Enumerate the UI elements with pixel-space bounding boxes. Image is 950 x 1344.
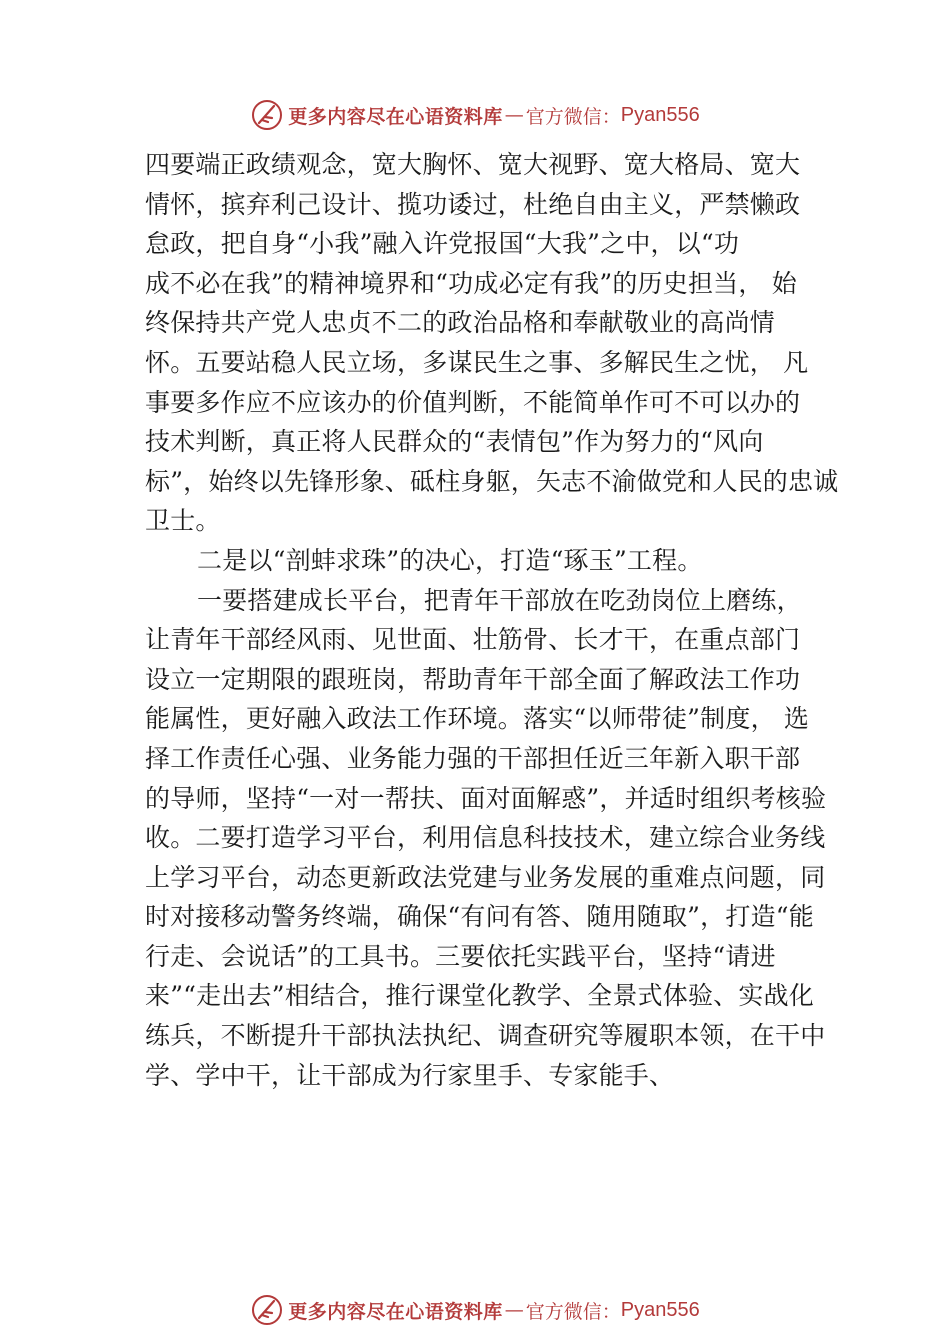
footer-wechat-id: Pyan556	[620, 1298, 700, 1321]
body-line: 上学习平台，动态更新政法党建与业务发展的重难点问题，同	[145, 862, 826, 892]
section-heading: 二是以“剖蚌求珠”的决心，打造“琢玉”工程。	[197, 545, 703, 575]
header-wechat-id: Pyan556	[620, 103, 700, 126]
footer-dash: —	[504, 1299, 524, 1321]
header-wechat-label: 官方微信：	[525, 105, 621, 128]
body-line: 卫士。	[145, 506, 221, 536]
body-line: 怀。五要站稳人民立场，多谋民生之事、多解民生之忧， 凡	[145, 347, 809, 377]
body-line: 技术判断，真正将人民群众的“表情包”作为努力的“风向	[145, 427, 764, 457]
footer-banner	[0, 1290, 950, 1330]
quill-logo-icon	[250, 1293, 284, 1327]
body-line: 择工作责任心强、业务能力强的干部担任近三年新入职干部	[145, 743, 801, 773]
header-dash: —	[504, 104, 524, 126]
body-line: 标”，始终以先锋形象、砥柱身躯，矢志不渝做党和人民的忠诚	[145, 466, 839, 496]
body-line: 怠政，把自身“小我”融入许党报国“大我”之中，以“功	[145, 229, 740, 259]
body-line: 能属性，更好融入政法工作环境。落实“以师带徒”制度， 选	[145, 704, 810, 734]
footer-wechat-label: 官方微信：	[525, 1300, 621, 1323]
body-line: 四要端正政绩观念，宽大胸怀、宽大视野、宽大格局、宽大	[145, 150, 801, 179]
body-line: 时对接移动警务终端，确保“有问有答、随用随取”，打造“能	[145, 902, 814, 932]
header-banner	[0, 95, 950, 135]
body-line: 成不必在我”的精神境界和“功成必定有我”的历史担当， 始	[145, 268, 797, 298]
body-line: 一要搭建成长平台，把青年干部放在吃劲岗位上磨练，	[197, 585, 802, 615]
body-line: 让青年干部经风雨、见世面、壮筋骨、长才干，在重点部门	[145, 625, 801, 655]
body-line: 设立一定期限的跟班岗，帮助青年干部全面了解政法工作功	[145, 664, 801, 694]
header-banner-text: 更多内容尽在心语资料库	[288, 105, 503, 128]
body-line: 情怀，摈弃利己设计、揽功诿过，杜绝自由主义，严禁懒政	[145, 189, 801, 219]
body-line: 终保持共产党人忠贞不二的政治品格和奉献敬业的高尚情	[145, 308, 776, 338]
body-line: 事要多作应不应该办的价值判断，不能简单作可不可以办的	[145, 387, 801, 417]
body-line: 的导师，坚持“一对一帮扶、面对面解惑”，并适时组织考核验	[145, 783, 827, 813]
body-line: 学、学中干，让干部成为行家里手、专家能手、	[145, 1060, 675, 1090]
body-line: 来”“走出去”相结合，推行课堂化教学、全景式体验、实战化	[145, 981, 814, 1011]
document-body	[145, 145, 839, 1095]
body-line: 收。二要打造学习平台，利用信息科技技术，建立综合业务线	[145, 823, 826, 853]
body-line: 练兵，不断提升干部执法执纪、调查研究等履职本领，在干中	[145, 1021, 826, 1051]
body-line: 行走、会说话”的工具书。三要依托实践平台，坚持“请进	[145, 941, 776, 971]
quill-logo-icon	[250, 98, 284, 132]
footer-banner-text: 更多内容尽在心语资料库	[288, 1300, 503, 1323]
